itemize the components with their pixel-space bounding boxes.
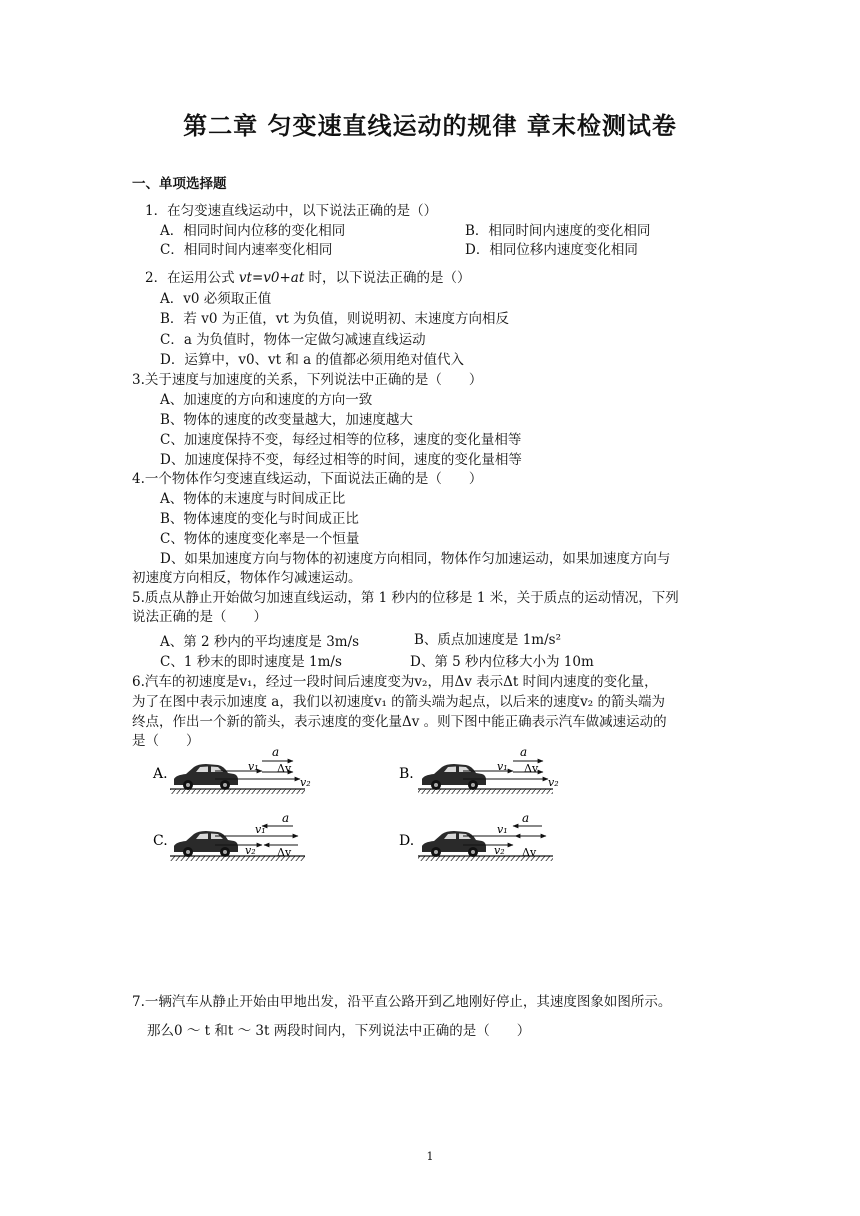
q2-formula: vt=v0+at	[238, 270, 305, 286]
sym-v2: v₂	[494, 844, 505, 857]
q3-option-a: A、加速度的方向和速度的方向一致	[160, 392, 373, 408]
q2-option-b: B．若 v0 为正值，vt 为负值，则说明初、末速度方向相反	[160, 311, 510, 327]
q1-option-a: A．相同时间内位移的变化相同	[160, 223, 346, 239]
sym-a: a	[282, 811, 290, 825]
page-title: 第二章 匀变速直线运动的规律 章末检测试卷	[183, 111, 677, 140]
sym-v1: v₁	[497, 760, 508, 773]
q4-option-a: A、物体的末速度与时间成正比	[160, 491, 346, 507]
q5-option-d: D、第 5 秒内位移大小为 10m	[410, 654, 594, 670]
q2-option-c: C．a 为负值时，物体一定做匀减速直线运动	[160, 332, 426, 348]
q3-option-b: B、物体的速度的改变量越大，加速度越大	[160, 412, 413, 428]
sym-a: a	[272, 745, 280, 759]
q5-stem-line2: 说法正确的是（ ）	[132, 609, 267, 625]
sym-dv: Δv	[277, 846, 292, 859]
q4-option-b: B、物体速度的变化与时间成正比	[160, 511, 359, 527]
sym-v2: v₂	[245, 844, 256, 857]
figure-option-a	[152, 745, 311, 794]
figure-b-label: B.	[399, 766, 414, 782]
q4-option-c: C、物体的速度变化率是一个恒量	[160, 531, 360, 547]
q6-line4: 是（ ）	[132, 733, 200, 749]
q2-option-d: D．运算中，v0、vt 和 a 的值都必须用绝对值代入	[160, 352, 465, 368]
figure-option-d	[399, 811, 553, 861]
q5-option-c: C、1 秒末的即时速度是 1m/s	[160, 654, 342, 670]
figure-a-label: A.	[153, 766, 168, 782]
q6-line2: 为了在图中表示加速度 a，我们以初速度v₁ 的箭头端为起点，以后来的速度v₂ 的箭头端为	[132, 694, 665, 710]
q6-line1: 6.汽车的初速度是v₁，经过一段时间后速度变为v₂，用Δv 表示Δt 时间内速度的变化量，	[132, 674, 658, 690]
q6-figures	[0, 742, 860, 862]
q4-option-d: D、如果加速度方向与物体的初速度方向相同，物体作匀加速运动，如果加速度方向与	[160, 551, 671, 567]
q2-stem-post: 时，以下说法正确的是（）	[304, 270, 471, 286]
section-heading: 一、单项选择题	[132, 176, 227, 192]
q5-stem-line1: 5.质点从静止开始做匀加速直线运动，第 1 秒内的位移是 1 米，关于质点的运动情况，下列	[132, 590, 679, 606]
sym-v1: v₁	[497, 823, 508, 836]
q3-option-c: C、加速度保持不变，每经过相等的位移，速度的变化量相等	[160, 432, 522, 448]
q1-option-d: D．相同位移内速度变化相同	[465, 242, 638, 258]
page-number: 1	[426, 1150, 434, 1163]
figure-option-b	[399, 745, 559, 794]
q2-stem-pre: 2．在运用公式	[145, 270, 239, 286]
sym-a: a	[520, 745, 528, 759]
q1-stem: 1．在匀变速直线运动中，以下说法正确的是（）	[145, 203, 438, 219]
figure-d-label: D.	[399, 833, 415, 849]
q7-line1: 7.一辆汽车从静止开始由甲地出发，沿平直公路开到乙地刚好停止，其速度图象如图所示。	[132, 994, 672, 1010]
q2-option-a: A．v0 必须取正值	[160, 291, 272, 307]
figure-c-label: C.	[153, 833, 168, 849]
q3-stem: 3.关于速度与加速度的关系，下列说法中正确的是（ ）	[132, 372, 483, 388]
q5-option-b: B、质点加速度是 1m/s²	[414, 632, 561, 648]
sym-v1: v₁	[248, 760, 259, 773]
sym-v2: v₂	[300, 776, 311, 789]
q2-stem	[145, 266, 471, 286]
sym-dv: Δv	[524, 762, 539, 775]
sym-dv: Δv	[522, 846, 537, 859]
q1-option-b: B．相同时间内速度的变化相同	[465, 223, 651, 239]
figure-option-c	[153, 811, 305, 861]
q3-option-d: D、加速度保持不变，每经过相等的时间，速度的变化量相等	[160, 452, 522, 468]
q7-line2: 那么0 ～ t 和t ～ 3t 两段时间内，下列说法中正确的是（ ）	[147, 1023, 531, 1039]
sym-dv: Δv	[277, 762, 292, 775]
q6-line3: 终点，作出一个新的箭头，表示速度的变化量Δv 。则下图中能正确表示汽车做减速运动的	[132, 714, 667, 730]
sym-v1: v₁	[255, 823, 266, 836]
sym-a: a	[522, 811, 530, 825]
q5-option-a: A、第 2 秒内的平均速度是 3m/s	[160, 634, 360, 650]
sym-v2: v₂	[548, 776, 559, 789]
q4-option-d-cont: 初速度方向相反，物体作匀减速运动。	[132, 570, 362, 586]
q4-stem: 4.一个物体作匀变速直线运动，下面说法正确的是（ ）	[132, 471, 483, 487]
q1-option-c: C．相同时间内速率变化相同	[160, 242, 333, 258]
